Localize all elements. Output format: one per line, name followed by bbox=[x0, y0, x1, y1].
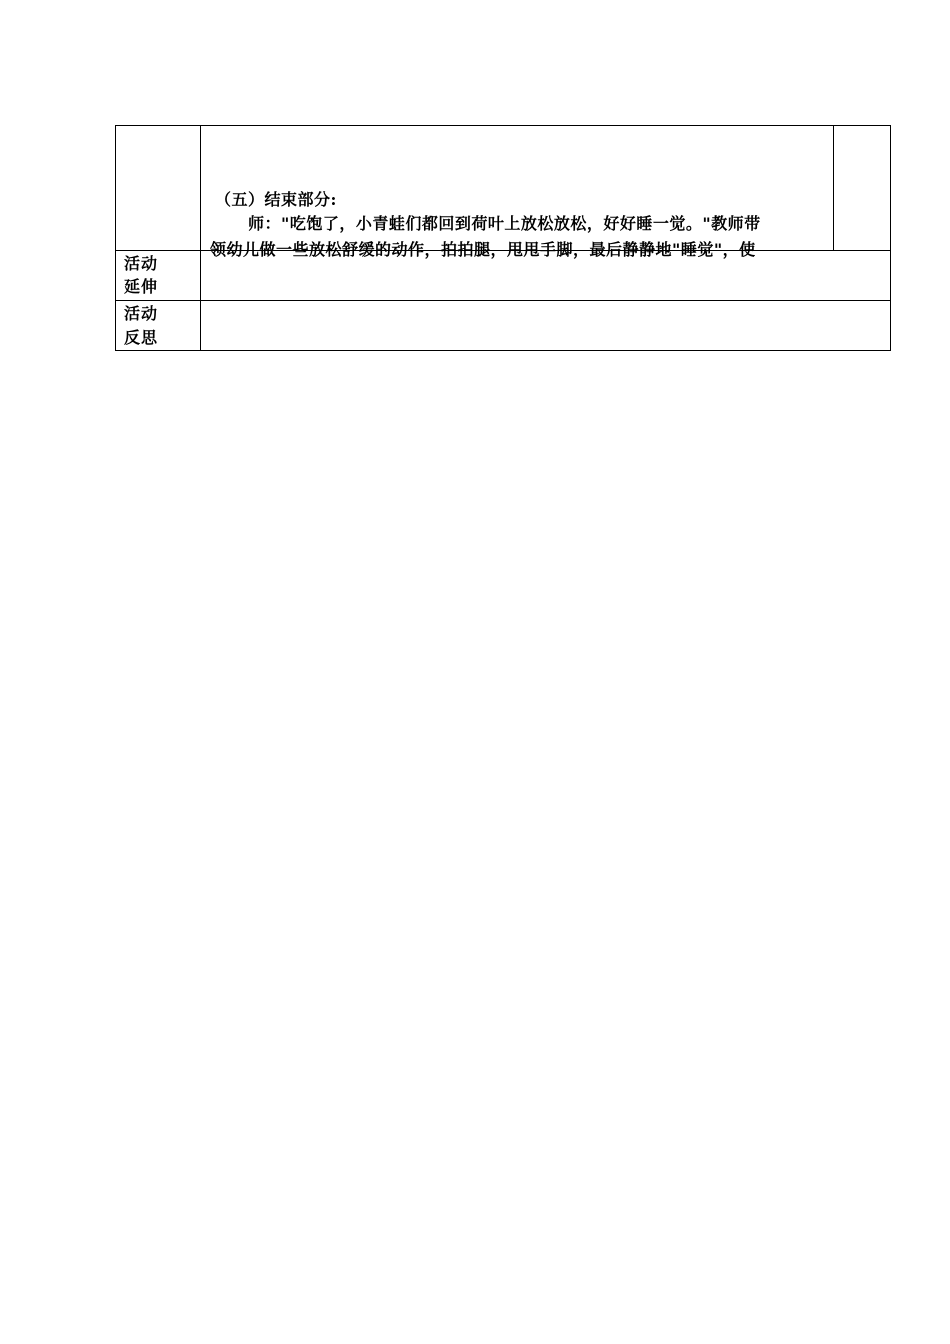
label-column-divider bbox=[200, 125, 201, 351]
table-right-border bbox=[890, 125, 891, 351]
activity-reflection-label-1: 活动 bbox=[124, 304, 159, 323]
table-left-border bbox=[115, 125, 116, 351]
activity-reflection-label-2: 反思 bbox=[124, 328, 159, 347]
right-column-divider bbox=[833, 125, 834, 250]
row-divider-2 bbox=[115, 300, 891, 301]
body-line-1: 师："吃饱了，小青蛙们都回到荷叶上放松放松，好好睡一觉。"教师带 bbox=[248, 214, 761, 233]
table-bottom-border bbox=[115, 350, 891, 351]
body-line-2: 领幼儿做一些放松舒缓的动作，拍拍腿，甩甩手脚，最后静静地"睡觉"，使 bbox=[210, 240, 756, 259]
section-heading: （五）结束部分: bbox=[215, 190, 337, 209]
activity-extension-label-1: 活动 bbox=[124, 254, 159, 273]
table-top-border bbox=[115, 125, 891, 126]
activity-extension-label-2: 延伸 bbox=[124, 277, 159, 296]
